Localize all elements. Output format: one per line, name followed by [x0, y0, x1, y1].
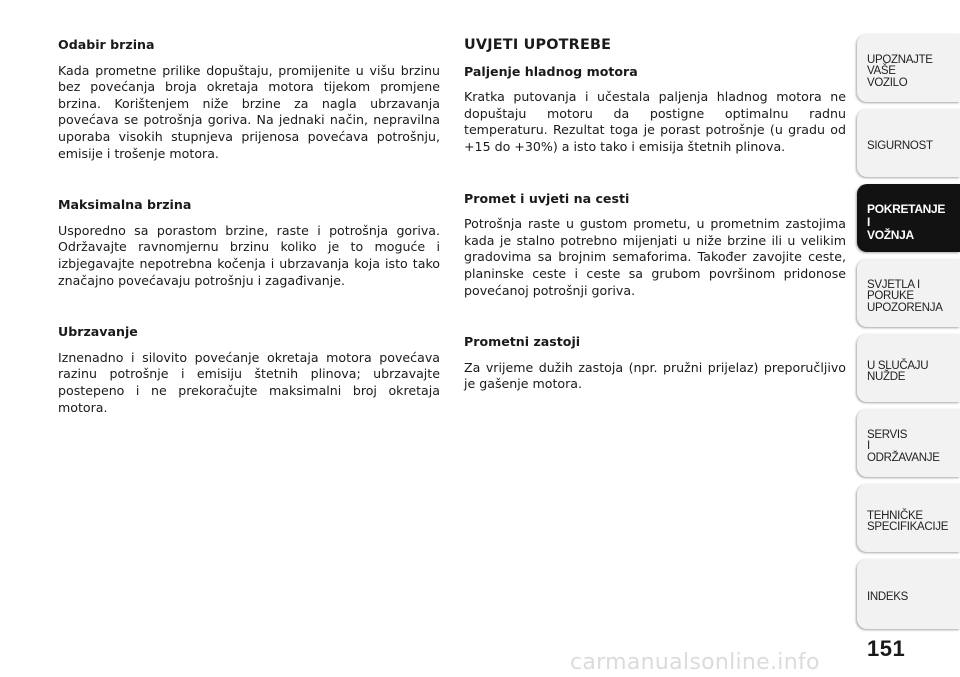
- section-heading: Odabir brzina: [58, 37, 155, 52]
- section-prometni-zastoji: [464, 334, 846, 393]
- section-odabir-brzina: [58, 37, 440, 162]
- tab-upoznajte-vase-vozilo[interactable]: [857, 34, 960, 102]
- section-heading: Paljenje hladnog motora: [464, 63, 638, 79]
- tab-servis-i-odrzavanje[interactable]: [857, 409, 960, 477]
- tab-label: SIGURNOST: [867, 140, 933, 153]
- tab-pokretanje-i-voznja[interactable]: [857, 184, 960, 252]
- tab-tehnicke-specifikacije[interactable]: [857, 484, 960, 552]
- section-heading: Prometni zastoji: [464, 334, 581, 350]
- left-column: [58, 37, 440, 416]
- tab-sigurnost[interactable]: [857, 109, 960, 177]
- section-text: Za vrijeme dužih zastoja (npr. pružni prijelaz) preporučljivo je gašenje motora.: [464, 359, 846, 392]
- tab-label: TEHNIČKE SPECIFIKACIJE: [867, 509, 949, 533]
- tab-indeks[interactable]: [857, 559, 960, 629]
- page-title: UVJETI UPOTREBE: [464, 37, 612, 53]
- tab-svjetla-i-poruke[interactable]: [857, 259, 960, 327]
- section-ubrzavanje: [58, 324, 440, 416]
- section-heading: Ubrzavanje: [58, 324, 138, 340]
- tab-label: INDEKS: [867, 591, 909, 604]
- tab-label: SERVIS I ODRŽAVANJE: [867, 428, 940, 464]
- right-column: [464, 37, 846, 393]
- section-maksimalna-brzina: [58, 197, 440, 289]
- watermark: carmanualsonline.info: [570, 650, 820, 675]
- section-text: Kratka putovanja i učestala paljenja hladnog motora ne dopuštaju motoru da postigne optimalnu radnu temperaturu. Rezultat toga je porast potrošnje (u gradu od +15 do +30%) a isto tako i emisija štetnih plinova.: [464, 89, 846, 154]
- page-number: 151: [867, 636, 906, 661]
- tab-u-slucaju-nuzde[interactable]: [857, 334, 960, 402]
- tab-label: U SLUČAJU NUŽDE: [867, 359, 929, 383]
- section-heading: Promet i uvjeti na cesti: [464, 190, 630, 206]
- section-text: Potrošnja raste u gustom prometu, u prometnim zastojima kada je stalno potrebno mijenjati u niže brzine ili u velikim gradovima sa brojnim semaforima. Također zavojite ceste, planinske ceste i ceste sa grubom površinom pridonose povećanoj potrošnji goriva.: [464, 216, 846, 298]
- chapter-nav: [857, 34, 960, 636]
- section-promet-i-uvjeti: [464, 191, 846, 300]
- section-text: Kada prometne prilike dopuštaju, promijenite u višu brzinu bez povećanja broja okretaja motora tijekom promjene brzina. Korištenjem niže brzine za nagla ubrzavanja povećava se potrošnja goriva. Na jednaki način, nepravilna uporaba visokih stupnjeva prijenosa povećava potrošnju, emisije i trošenje motora.: [58, 62, 440, 161]
- section-text: Usporedno sa porastom brzine, raste i potrošnja goriva. Održavajte ravnomjernu brzinu koliko je to moguće i izbjegavajte nepotrebna kočenja i ubrzavanja koja isto tako značajno povećavaju potrošnju i zagađivanje.: [58, 222, 440, 288]
- tab-label: POKRETANJE I VOŽNJA: [867, 201, 946, 242]
- tab-label: SVJETLA I PORUKE UPOZORENJA: [867, 278, 943, 314]
- tab-label: UPOZNAJTE VAŠE VOZILO: [867, 53, 933, 89]
- section-paljenje-hladnog-motora: [464, 64, 846, 156]
- section-text: Iznenadno i silovito povećanje okretaja motora povećava razinu potrošnje i emisiju štetnih plinova; ubrzavajte postepeno i ne prekoračujte maksimalni broj okretaja motora.: [58, 349, 440, 415]
- section-heading: Maksimalna brzina: [58, 197, 192, 213]
